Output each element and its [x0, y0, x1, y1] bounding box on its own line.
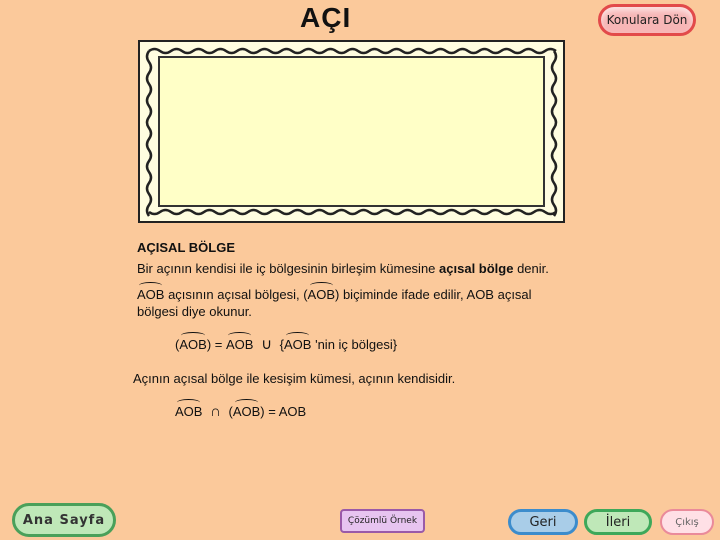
- angle-symbol: AOB: [307, 287, 336, 302]
- angle-symbol: AOB: [232, 404, 261, 419]
- solved-example-button[interactable]: Çözümlü Örnek: [340, 509, 425, 533]
- angle-symbol: AOB: [225, 337, 254, 352]
- formula-part: ) =: [206, 337, 226, 352]
- formula-part: (: [224, 404, 233, 419]
- notation-part: açısının açısal bölgesi, (: [164, 287, 308, 302]
- page-title: AÇI: [300, 2, 352, 33]
- back-button[interactable]: Geri: [508, 509, 578, 535]
- definition-part: denir.: [513, 261, 549, 276]
- formula-part: ) = AOB: [260, 404, 307, 419]
- definition-text: [137, 261, 549, 276]
- home-button[interactable]: Ana Sayfa: [12, 503, 116, 537]
- union-symbol: ∪: [261, 336, 273, 353]
- notation-part: ) biçiminde ifade edilir, AOB açısal: [335, 287, 532, 302]
- intersection-text: Açının açısal bölge ile kesişim kümesi, açının kendisidir.: [133, 371, 456, 386]
- formula-union: [175, 335, 397, 353]
- angle-symbol: AOB: [175, 404, 203, 419]
- notation-text: [137, 287, 532, 302]
- angle-symbol: AOB: [284, 337, 312, 352]
- section-heading: AÇISAL BÖLGE: [137, 240, 235, 255]
- notation-text-cont: bölgesi diye okunur.: [137, 304, 252, 319]
- formula-part: {: [276, 337, 285, 352]
- definition-term: açısal bölge: [439, 261, 514, 276]
- back-to-topics-button[interactable]: Konulara Dön: [598, 4, 696, 36]
- formula-part: 'nin iç bölgesi}: [311, 337, 398, 352]
- formula-part: (: [175, 337, 180, 352]
- next-button[interactable]: İleri: [584, 509, 652, 535]
- angle-symbol: AOB: [137, 287, 165, 302]
- formula-intersection: [175, 403, 306, 420]
- intersection-symbol: ∩: [210, 403, 221, 420]
- angle-symbol: AOB: [179, 337, 207, 352]
- exit-button[interactable]: Çıkış: [660, 509, 714, 535]
- definition-part: Bir açının kendisi ile iç bölgesinin birleşim kümesine: [137, 261, 440, 276]
